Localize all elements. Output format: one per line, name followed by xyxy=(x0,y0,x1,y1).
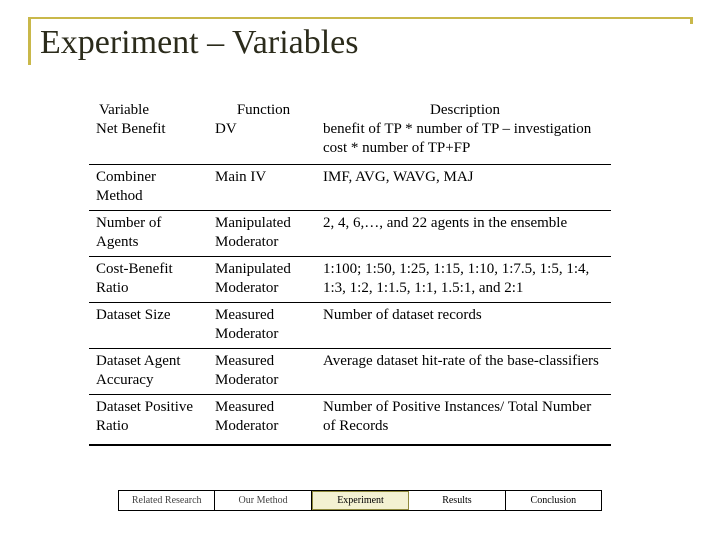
nav-experiment[interactable]: Experiment xyxy=(312,491,409,510)
table-row xyxy=(89,349,611,395)
description-cell: IMF, AVG, WAVG, MAJ xyxy=(316,165,611,211)
variable-cell: Net Benefit xyxy=(89,119,208,165)
variable-cell: Cost-Benefit Ratio xyxy=(89,257,208,303)
nav-conclusion[interactable]: Conclusion xyxy=(530,495,577,506)
variable-cell: Dataset Size xyxy=(89,303,208,349)
title-rule-right-tick xyxy=(690,17,693,24)
column-header-function: Function xyxy=(236,102,291,118)
function-cell: Manipulated Moderator xyxy=(208,211,316,257)
column-header-description: Description xyxy=(430,102,500,118)
table-row xyxy=(89,303,611,349)
title-rule-top xyxy=(28,17,692,19)
variable-cell: Combiner Method xyxy=(89,165,208,211)
table-header-row xyxy=(89,101,611,119)
nav-our-method[interactable]: Our Method xyxy=(215,491,311,510)
column-header-variable: Variable xyxy=(99,102,149,118)
table-row xyxy=(89,119,611,165)
function-cell: Measured Moderator xyxy=(208,395,316,446)
variables-table xyxy=(89,101,611,446)
function-cell: Measured Moderator xyxy=(208,303,316,349)
description-cell: benefit of TP * number of TP – investigation cost * number of TP+FP xyxy=(316,119,611,165)
description-cell: Number of dataset records xyxy=(316,303,611,349)
variable-cell: Dataset Agent Accuracy xyxy=(89,349,208,395)
nav-related-research[interactable]: Related Research xyxy=(119,491,215,510)
description-cell: 2, 4, 6,…, and 22 agents in the ensemble xyxy=(316,211,611,257)
table-row xyxy=(89,165,611,211)
description-cell: Number of Positive Instances/ Total Number of Records xyxy=(316,395,611,446)
function-cell: Measured Moderator xyxy=(208,349,316,395)
nav-results[interactable]: Results xyxy=(409,491,505,510)
function-cell: Main IV xyxy=(208,165,316,211)
table-row xyxy=(89,395,611,446)
function-cell: DV xyxy=(208,119,316,165)
table-row xyxy=(89,257,611,303)
description-cell: Average dataset hit-rate of the base-classifiers xyxy=(316,349,611,395)
function-cell: Manipulated Moderator xyxy=(208,257,316,303)
title-rule-left xyxy=(28,17,31,65)
section-nav-bar xyxy=(118,490,602,511)
page-title: Experiment – Variables xyxy=(40,24,359,61)
variable-cell: Number of Agents xyxy=(89,211,208,257)
table-row xyxy=(89,211,611,257)
description-cell: 1:100; 1:50, 1:25, 1:15, 1:10, 1:7.5, 1:5, 1:4, 1:3, 1:2, 1:1.5, 1:1, 1.5:1, and 2:1 xyxy=(316,257,611,303)
variable-cell: Dataset Positive Ratio xyxy=(89,395,208,446)
